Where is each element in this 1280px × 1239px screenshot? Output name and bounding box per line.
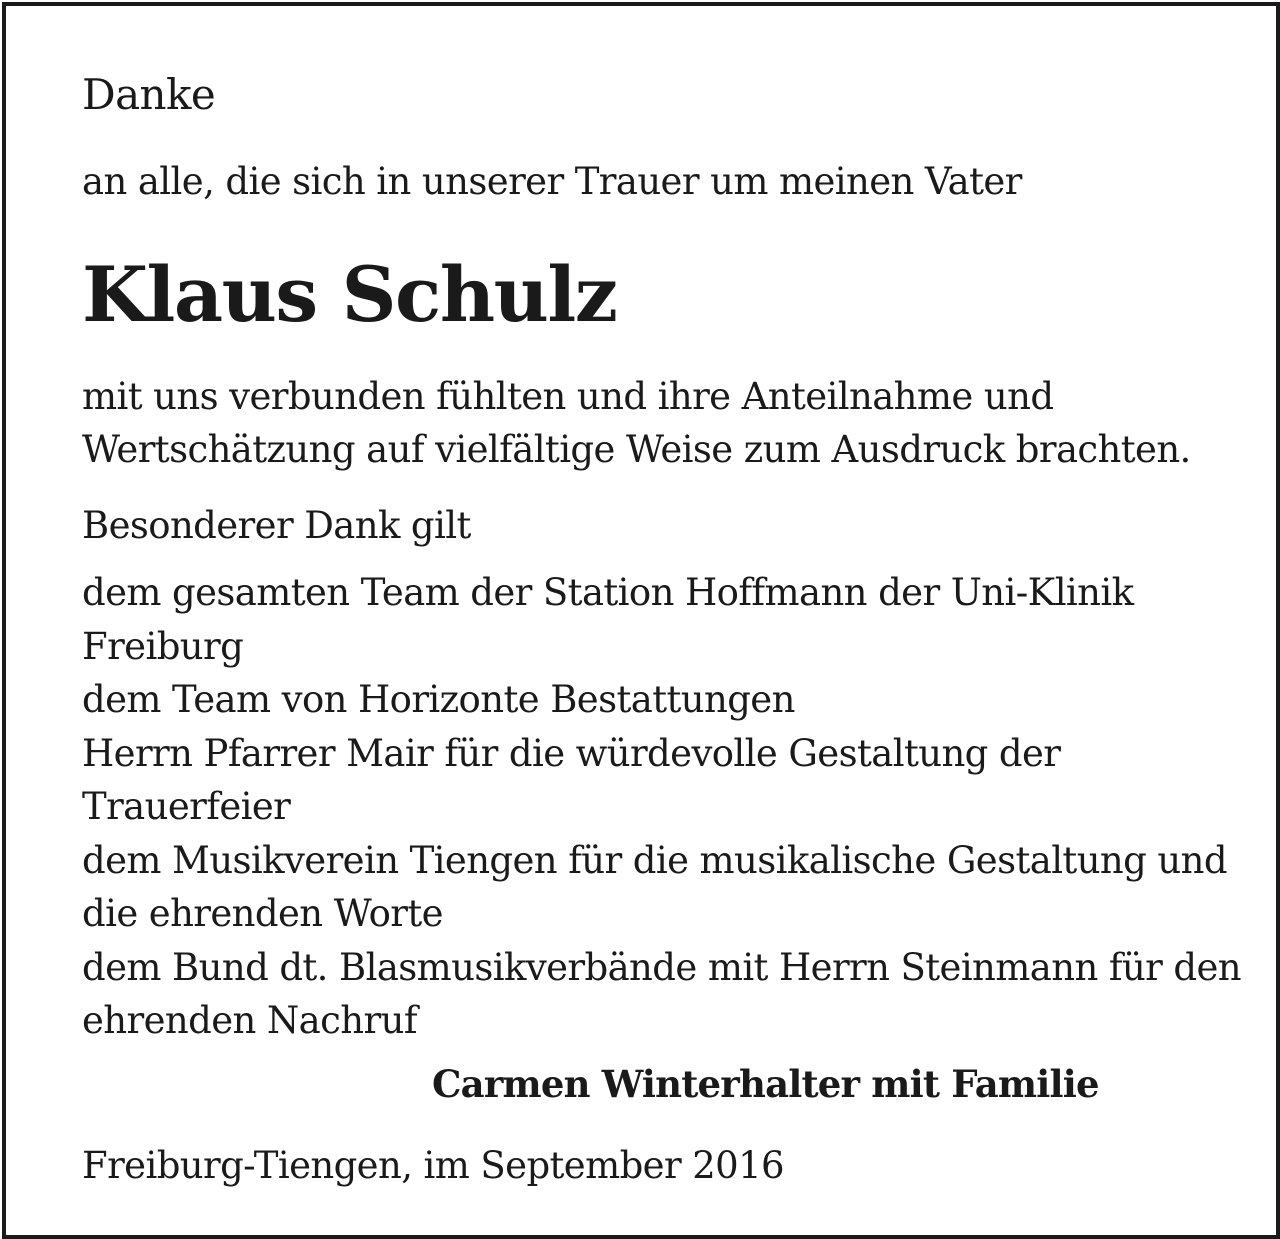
- thanks-line: Herrn Pfarrer Mair für die würdevolle Gestaltung der: [82, 731, 1061, 775]
- intro-text: an alle, die sich in unserer Trauer um meinen Vater: [82, 160, 1022, 203]
- thanks-line: dem gesamten Team der Station Hoffmann der Uni-Klinik: [82, 571, 1134, 614]
- message-paragraph: [82, 370, 1191, 476]
- thanks-line: dem Team von Horizonte Bestattungen: [82, 678, 795, 721]
- thanks-line: die ehrenden Worte: [82, 892, 443, 935]
- message-line: mit uns verbunden fühlten und ihre Anteilnahme und: [82, 375, 1054, 418]
- special-thanks-heading: Besonderer Dank gilt: [82, 504, 471, 547]
- deceased-name: Klaus Schulz: [82, 250, 617, 339]
- greeting: Danke: [82, 70, 216, 119]
- notice-frame: [2, 2, 1280, 1239]
- thanks-line: Freiburg: [82, 624, 244, 668]
- thanks-line: dem Bund dt. Blasmusikverbände mit Herrn Steinmann für den: [82, 945, 1242, 989]
- place-date: Freiburg-Tiengen, im September 2016: [82, 1144, 784, 1187]
- thanks-line: Trauerfeier: [82, 785, 291, 828]
- thanks-list: [82, 566, 1241, 1048]
- thanks-line: ehrenden Nachruf: [82, 999, 417, 1042]
- message-line: Wertschätzung auf vielfältige Weise zum Ausdruck brachten.: [82, 428, 1191, 471]
- signature: Carmen Winterhalter mit Familie: [432, 1062, 1099, 1106]
- thanks-line: dem Musikverein Tiengen für die musikalische Gestaltung und: [82, 838, 1227, 882]
